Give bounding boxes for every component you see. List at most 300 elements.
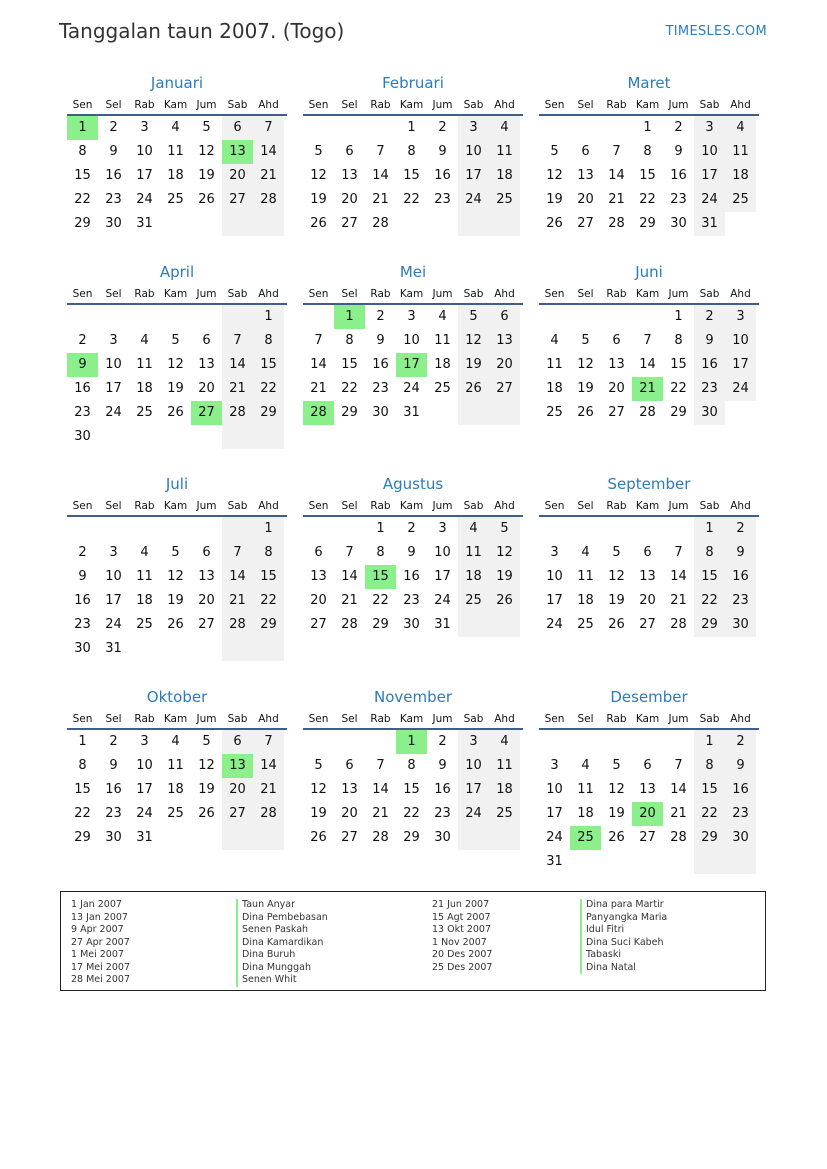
empty-cell — [253, 637, 284, 661]
month-desember — [539, 686, 759, 874]
day-cell: 24 — [458, 188, 489, 212]
empty-cell — [458, 826, 489, 850]
holiday-name: Idul Fitri — [580, 924, 667, 937]
day-cell: 16 — [725, 778, 756, 802]
day-cell: 7 — [674, 545, 683, 560]
day-cell: 17 — [458, 778, 489, 802]
day-cell: 5 — [581, 333, 590, 348]
day-cell: 9 — [725, 541, 756, 565]
day-grid — [303, 730, 523, 850]
day-cell: 6 — [489, 305, 520, 329]
day-cell: 3 — [694, 116, 725, 140]
holiday-day-cell: 13 — [222, 754, 253, 778]
day-cell: 26 — [167, 617, 184, 632]
day-cell: 25 — [725, 188, 756, 212]
day-cell: 19 — [458, 353, 489, 377]
day-cell: 27 — [639, 830, 656, 845]
day-cell: 21 — [608, 192, 625, 207]
day-cell: 23 — [434, 806, 451, 821]
weekday-label: Sel — [341, 500, 358, 512]
weekday-header — [539, 710, 759, 730]
day-cell: 8 — [643, 144, 652, 159]
day-cell: 29 — [403, 830, 420, 845]
day-cell: 29 — [253, 401, 284, 425]
holiday-day-cell: 20 — [632, 802, 663, 826]
day-cell: 22 — [341, 381, 358, 396]
day-cell: 10 — [458, 754, 489, 778]
day-cell: 1 — [643, 120, 652, 135]
day-cell: 24 — [136, 192, 153, 207]
day-cell: 2 — [78, 333, 87, 348]
empty-cell — [632, 305, 663, 329]
day-cell: 19 — [489, 565, 520, 589]
day-cell: 9 — [109, 144, 118, 159]
day-cell: 30 — [372, 405, 389, 420]
day-cell: 16 — [725, 565, 756, 589]
weekday-label: Sen — [544, 99, 565, 111]
empty-cell — [632, 517, 663, 541]
day-cell: 26 — [167, 405, 184, 420]
day-cell: 26 — [458, 377, 489, 401]
day-cell: 28 — [608, 216, 625, 231]
day-cell: 28 — [670, 617, 687, 632]
holiday-day-cell: 13 — [222, 140, 253, 164]
empty-cell — [222, 425, 253, 449]
day-cell: 28 — [253, 188, 284, 212]
day-cell: 26 — [198, 192, 215, 207]
day-cell: 12 — [546, 168, 563, 183]
day-grid — [303, 517, 523, 637]
day-cell: 13 — [198, 357, 215, 372]
day-cell: 8 — [345, 333, 354, 348]
empty-cell — [160, 517, 191, 541]
day-cell: 25 — [489, 802, 520, 826]
empty-cell — [458, 212, 489, 236]
weekday-label: Ahd — [258, 713, 279, 725]
day-cell: 3 — [458, 730, 489, 754]
day-cell: 23 — [372, 381, 389, 396]
holiday-date: 1 Nov 2007 — [432, 936, 487, 948]
weekday-label: Sen — [72, 288, 93, 300]
holiday-date: 20 Des 2007 — [432, 949, 493, 960]
holiday-day-cell: 1 — [334, 305, 365, 329]
day-cell: 18 — [136, 381, 153, 396]
day-cell: 11 — [434, 333, 451, 348]
day-cell: 3 — [140, 734, 149, 749]
day-cell: 26 — [489, 589, 520, 613]
day-cell: 7 — [222, 329, 253, 353]
day-cell: 15 — [341, 357, 358, 372]
day-cell: 22 — [253, 377, 284, 401]
weekday-label: Jum — [432, 99, 453, 111]
day-cell: 22 — [372, 593, 389, 608]
weekday-label: Jum — [432, 500, 453, 512]
empty-cell — [67, 305, 98, 329]
weekday-label: Rab — [134, 713, 155, 725]
empty-cell — [365, 116, 396, 140]
weekday-label: Rab — [370, 500, 391, 512]
day-cell: 19 — [546, 192, 563, 207]
day-cell: 15 — [670, 357, 687, 372]
day-cell: 18 — [577, 593, 594, 608]
holiday-date: 15 Agt 2007 — [432, 911, 491, 923]
day-cell: 26 — [608, 617, 625, 632]
day-cell: 23 — [74, 617, 91, 632]
day-grid — [539, 517, 759, 637]
day-cell: 31 — [403, 405, 420, 420]
day-cell: 31 — [136, 216, 153, 231]
day-cell: 1 — [253, 517, 284, 541]
weekday-label: Sel — [105, 713, 122, 725]
day-cell: 19 — [608, 806, 625, 821]
day-cell: 29 — [253, 613, 284, 637]
day-cell: 7 — [643, 333, 652, 348]
day-cell: 4 — [489, 116, 520, 140]
month-title: November — [373, 688, 453, 706]
empty-cell — [129, 517, 160, 541]
day-cell: 18 — [489, 164, 520, 188]
day-cell: 1 — [253, 305, 284, 329]
day-cell: 16 — [670, 168, 687, 183]
day-cell: 5 — [612, 758, 621, 773]
day-cell: 19 — [310, 806, 327, 821]
weekday-label: Jum — [668, 500, 689, 512]
weekday-header — [539, 285, 759, 305]
weekday-label: Sen — [544, 500, 565, 512]
day-cell: 7 — [345, 545, 354, 560]
day-cell: 18 — [434, 357, 451, 372]
day-cell: 12 — [608, 569, 625, 584]
day-cell: 30 — [105, 216, 122, 231]
empty-cell — [191, 425, 222, 449]
empty-cell — [191, 305, 222, 329]
day-cell: 21 — [310, 381, 327, 396]
holiday-day-cell: 15 — [365, 565, 396, 589]
weekday-label: Jum — [196, 500, 217, 512]
weekday-label: Sen — [544, 713, 565, 725]
empty-cell — [365, 730, 396, 754]
weekday-label: Jum — [668, 99, 689, 111]
weekday-header — [67, 285, 287, 305]
day-grid — [539, 730, 759, 874]
weekday-label: Sab — [227, 713, 248, 725]
day-cell: 8 — [694, 541, 725, 565]
day-cell: 1 — [78, 734, 87, 749]
day-cell: 4 — [725, 116, 756, 140]
day-cell: 13 — [577, 168, 594, 183]
weekday-label: Rab — [606, 500, 627, 512]
empty-cell — [222, 826, 253, 850]
weekday-label: Kam — [163, 500, 188, 512]
weekday-label: Sen — [72, 99, 93, 111]
weekday-label: Sel — [577, 713, 594, 725]
day-cell: 6 — [643, 758, 652, 773]
month-juli — [67, 473, 287, 661]
weekday-label: Ahd — [730, 500, 751, 512]
weekday-header — [303, 96, 523, 116]
empty-cell — [98, 305, 129, 329]
day-grid — [67, 305, 287, 449]
day-cell: 29 — [670, 405, 687, 420]
day-cell: 15 — [694, 565, 725, 589]
day-cell: 2 — [78, 545, 87, 560]
holiday-name: Dina Munggah — [236, 962, 328, 975]
day-cell: 4 — [458, 517, 489, 541]
day-cell: 14 — [253, 754, 284, 778]
day-cell: 30 — [725, 826, 756, 850]
day-cell: 16 — [74, 381, 91, 396]
weekday-label: Kam — [163, 288, 188, 300]
day-cell: 30 — [670, 216, 687, 231]
weekday-label: Sab — [699, 500, 720, 512]
day-cell: 12 — [310, 168, 327, 183]
day-cell: 9 — [438, 758, 447, 773]
day-cell: 15 — [403, 168, 420, 183]
day-cell: 12 — [310, 782, 327, 797]
month-title: Februari — [382, 74, 444, 92]
day-cell: 15 — [694, 778, 725, 802]
day-cell: 8 — [674, 333, 683, 348]
weekday-label: Sel — [341, 288, 358, 300]
day-cell: 21 — [253, 164, 284, 188]
day-cell: 27 — [489, 377, 520, 401]
day-cell: 7 — [253, 730, 284, 754]
day-cell: 12 — [167, 357, 184, 372]
day-cell: 23 — [694, 377, 725, 401]
weekday-header — [539, 497, 759, 517]
empty-cell — [129, 425, 160, 449]
weekday-label: Sel — [577, 500, 594, 512]
empty-cell — [427, 212, 458, 236]
day-cell: 10 — [546, 782, 563, 797]
day-cell: 14 — [253, 140, 284, 164]
weekday-label: Kam — [163, 713, 188, 725]
weekday-label: Ahd — [730, 288, 751, 300]
day-cell: 23 — [725, 802, 756, 826]
day-cell: 19 — [577, 381, 594, 396]
day-cell: 14 — [310, 357, 327, 372]
weekday-header — [67, 497, 287, 517]
day-cell: 10 — [136, 144, 153, 159]
day-cell: 1 — [694, 517, 725, 541]
holiday-day-cell: 9 — [67, 353, 98, 377]
empty-cell — [160, 826, 191, 850]
day-cell: 3 — [550, 758, 559, 773]
day-cell: 27 — [577, 216, 594, 231]
holiday-date: 1 Mei 2007 — [71, 949, 124, 960]
day-cell: 2 — [407, 521, 416, 536]
day-cell: 14 — [372, 782, 389, 797]
weekday-label: Ahd — [258, 99, 279, 111]
weekday-label: Rab — [370, 713, 391, 725]
weekday-label: Rab — [134, 500, 155, 512]
day-cell: 10 — [546, 569, 563, 584]
day-cell: 11 — [489, 754, 520, 778]
weekday-label: Sab — [699, 288, 720, 300]
day-cell: 27 — [341, 216, 358, 231]
day-cell: 13 — [639, 782, 656, 797]
weekday-label: Rab — [134, 99, 155, 111]
empty-cell — [222, 637, 253, 661]
day-cell: 24 — [136, 806, 153, 821]
day-cell: 9 — [109, 758, 118, 773]
empty-cell — [663, 730, 694, 754]
empty-cell — [663, 850, 694, 874]
day-cell: 3 — [458, 116, 489, 140]
day-cell: 29 — [372, 617, 389, 632]
day-cell: 25 — [434, 381, 451, 396]
empty-cell — [129, 637, 160, 661]
weekday-label: Rab — [370, 288, 391, 300]
day-cell: 21 — [341, 593, 358, 608]
day-cell: 29 — [74, 216, 91, 231]
weekday-label: Sen — [544, 288, 565, 300]
weekday-label: Sab — [463, 713, 484, 725]
day-cell: 11 — [136, 569, 153, 584]
weekday-header — [303, 497, 523, 517]
day-cell: 26 — [577, 405, 594, 420]
day-cell: 26 — [198, 806, 215, 821]
day-cell: 18 — [546, 381, 563, 396]
empty-cell — [191, 212, 222, 236]
empty-cell — [253, 425, 284, 449]
day-cell: 25 — [167, 192, 184, 207]
empty-cell — [303, 730, 334, 754]
weekday-label: Jum — [196, 99, 217, 111]
day-cell: 24 — [725, 377, 756, 401]
day-cell: 18 — [167, 168, 184, 183]
day-cell: 6 — [222, 730, 253, 754]
day-cell: 1 — [376, 521, 385, 536]
holiday-name: Senen Whit — [236, 974, 328, 987]
day-cell: 10 — [725, 329, 756, 353]
day-cell: 11 — [136, 357, 153, 372]
day-cell: 27 — [198, 617, 215, 632]
holiday-name: Dina Suci Kabeh — [580, 937, 667, 950]
day-cell: 27 — [639, 617, 656, 632]
day-cell: 9 — [438, 144, 447, 159]
day-cell: 23 — [105, 192, 122, 207]
day-cell: 9 — [674, 144, 683, 159]
holiday-name: Panyangka Maria — [580, 912, 667, 925]
brand-link[interactable]: TIMESLES.COM — [665, 24, 767, 39]
day-cell: 5 — [202, 734, 211, 749]
day-cell: 8 — [78, 758, 87, 773]
day-cell: 3 — [550, 545, 559, 560]
day-cell: 2 — [109, 734, 118, 749]
day-cell: 11 — [167, 144, 184, 159]
day-cell: 16 — [434, 782, 451, 797]
day-cell: 6 — [345, 144, 354, 159]
day-cell: 30 — [403, 617, 420, 632]
empty-cell — [539, 305, 570, 329]
weekday-label: Sel — [341, 99, 358, 111]
month-title: Juli — [165, 475, 189, 493]
day-cell: 19 — [198, 168, 215, 183]
day-cell: 3 — [109, 545, 118, 560]
day-cell: 24 — [546, 617, 563, 632]
weekday-label: Kam — [399, 99, 424, 111]
day-cell: 28 — [222, 401, 253, 425]
holiday-date: 13 Okt 2007 — [432, 924, 492, 935]
day-cell: 27 — [310, 617, 327, 632]
holiday-name: Dina Pembebasan — [236, 912, 328, 925]
day-cell: 10 — [136, 758, 153, 773]
day-cell: 19 — [310, 192, 327, 207]
day-cell: 31 — [105, 641, 122, 656]
day-cell: 17 — [546, 593, 563, 608]
day-cell: 25 — [577, 617, 594, 632]
weekday-label: Rab — [606, 99, 627, 111]
weekday-label: Ahd — [494, 99, 515, 111]
day-cell: 22 — [74, 192, 91, 207]
day-cell: 20 — [222, 164, 253, 188]
day-cell: 25 — [136, 617, 153, 632]
page-title: Tanggalan taun 2007. (Togo) — [59, 19, 345, 43]
day-cell: 5 — [171, 545, 180, 560]
day-cell: 15 — [403, 782, 420, 797]
day-cell: 5 — [314, 758, 323, 773]
empty-cell — [160, 212, 191, 236]
month-title: Januari — [150, 74, 204, 92]
day-cell: 7 — [612, 144, 621, 159]
day-cell: 11 — [577, 569, 594, 584]
day-cell: 16 — [105, 168, 122, 183]
day-cell: 23 — [403, 593, 420, 608]
weekday-label: Ahd — [494, 288, 515, 300]
day-cell: 2 — [674, 120, 683, 135]
weekday-label: Sab — [699, 99, 720, 111]
day-cell: 9 — [694, 329, 725, 353]
holiday-date: 17 Mei 2007 — [71, 961, 130, 973]
empty-cell — [396, 212, 427, 236]
day-cell: 16 — [105, 782, 122, 797]
day-cell: 22 — [694, 589, 725, 613]
day-cell: 13 — [198, 569, 215, 584]
day-cell: 5 — [550, 144, 559, 159]
day-cell: 13 — [341, 168, 358, 183]
day-cell: 3 — [109, 333, 118, 348]
day-cell: 21 — [253, 778, 284, 802]
day-cell: 20 — [639, 593, 656, 608]
holiday-date: 13 Jan 2007 — [71, 911, 128, 923]
day-cell: 13 — [639, 569, 656, 584]
empty-cell — [303, 517, 334, 541]
day-cell: 14 — [222, 565, 253, 589]
day-cell: 26 — [310, 830, 327, 845]
day-cell: 15 — [253, 565, 284, 589]
day-cell: 25 — [546, 405, 563, 420]
day-cell: 25 — [136, 405, 153, 420]
day-cell: 12 — [577, 357, 594, 372]
day-cell: 21 — [372, 806, 389, 821]
day-cell: 10 — [403, 333, 420, 348]
day-grid — [539, 305, 759, 425]
day-cell: 18 — [725, 164, 756, 188]
day-cell: 22 — [670, 381, 687, 396]
day-cell: 17 — [546, 806, 563, 821]
day-cell: 20 — [489, 353, 520, 377]
month-title: Desember — [610, 688, 688, 706]
day-cell: 29 — [694, 826, 725, 850]
weekday-label: Kam — [399, 288, 424, 300]
day-grid — [67, 517, 287, 661]
weekday-label: Sel — [341, 713, 358, 725]
weekday-label: Jum — [432, 713, 453, 725]
day-cell: 17 — [694, 164, 725, 188]
month-title: Maret — [627, 74, 671, 92]
holiday-date: 27 Apr 2007 — [71, 936, 130, 948]
